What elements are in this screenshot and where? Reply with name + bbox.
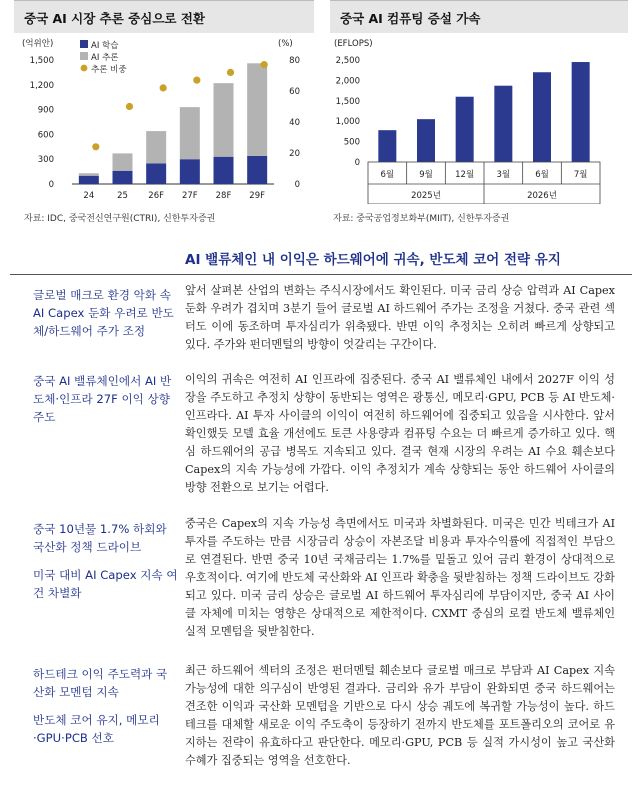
bar-train <box>146 163 166 184</box>
y-tick-label: 900 <box>37 105 54 116</box>
x-tick-label: 24 <box>83 191 95 201</box>
share-point <box>126 103 133 110</box>
y2-tick-label: 60 <box>289 87 300 97</box>
y-tick-label: 0 <box>354 158 360 168</box>
paragraph-2: 이익의 귀속은 여전히 AI 인프라에 집중된다. 중국 AI 밸류체인 내에서 2027F 이익 성장을 주도하고 추정치 상향이 동반되는 영역은 광통신, 메모리·GPU, PCB 등 AI 반도체·인프라다. AI 투자 사이클의 이익이 여전히 하드웨어에 집중되고 있음을 시사한다. 앞서 확인했듯 모델 효율 개선에도 토큰 사용량과 컴퓨팅 수요는 더 빠르게 증가하고 있다. 핵심 하드웨어의 공급 병목도 지속되고 있다. 결국 현재 시장의 우려는 AI 수요 훼손보다 Capex의 지속 가능성에 가깝다. 이익 추정치가 계속 상향되는 동안 하드웨어 사이클의 방향 전환으로 보기는 어렵다. <box>185 373 615 494</box>
side-note-text: 반도체 코어 유지, 메모리·GPU·PCB 선호 <box>33 713 160 745</box>
y2-tick-label: 40 <box>289 118 300 128</box>
side-note-text: 하드테크 이익 주도력과 국산화 모멘텀 지속 <box>33 667 168 699</box>
bar-train <box>247 156 267 184</box>
x-tick-label: 29F <box>249 191 266 201</box>
y-tick-label: 2,000 <box>335 76 360 87</box>
y-tick-label: 600 <box>37 130 54 141</box>
x-group-label: 2025년 <box>411 191 441 201</box>
bar-train <box>113 171 133 184</box>
chart2-plot <box>330 34 628 204</box>
x-tick-label: 28F <box>215 191 232 201</box>
x-tick-label: 9월 <box>419 170 433 180</box>
bar-inference <box>180 107 200 159</box>
bar-train <box>214 157 234 184</box>
legend-label-inference: AI 추론 <box>91 53 119 63</box>
chart1-source: 자료: IDC, 중국전신연구원(CTRI), 신한투자증권 <box>24 214 216 224</box>
paragraph-3: 중국은 Capex의 지속 가능성 측면에서도 미국과 차별화된다. 미국은 민간 빅테크가 AI 투자를 주도하는 만큼 시장금리 상승이 자본조달 비용과 투자수익률에 직접적인 부담으로 연결된다. 반면 중국 10년 국채금리는 1.7%를 밑돌고 있어 금리 환경이 상대적으로 우호적이다. 여기에 반도체 국산화와 AI 인프라 확충을 뒷받침하는 정책 드라이브도 강화되고 있다. 미국 금리 상승은 글로벌 AI 하드웨어 투자심리에 부담이지만, 중국 AI 사이클 자체에 미치는 영향은 상대적으로 제한적이다. CXMT 중심의 로컬 반도체 밸류체인 실적 모멘텀을 뒷받침한다. <box>185 517 615 638</box>
bar <box>456 97 474 162</box>
legend-label-share: 추론 비중 <box>91 65 127 75</box>
title-divider <box>10 274 632 275</box>
y2-axis-label: (%) <box>278 39 293 49</box>
x-tick-label: 7월 <box>573 170 588 180</box>
chart-title: 중국 AI 시장 추론 중심으로 전환 <box>24 11 205 26</box>
side-note-3 <box>33 520 178 602</box>
bar <box>494 86 512 162</box>
legend-swatch-share <box>81 65 88 72</box>
y-tick-label: 500 <box>343 137 360 148</box>
share-point <box>261 61 268 68</box>
legend-swatch-train <box>80 40 88 48</box>
article-title: AI 밸류체인 내 이익은 하드웨어에 귀속, 반도체 코어 전략 유지 <box>185 252 561 268</box>
side-note-text: 글로벌 매크로 환경 악화 속 AI Capex 둔화 우려로 반도체/하드웨어 주가 조정 <box>33 288 174 338</box>
bar-inference <box>146 131 166 163</box>
chart-title-bar <box>14 0 314 33</box>
bar-inference <box>214 83 234 157</box>
bar <box>572 62 590 162</box>
y-axis-label: (억위안) <box>22 39 54 49</box>
x-tick-label: 3월 <box>496 170 511 180</box>
x-tick-label: 26F <box>148 191 165 201</box>
chart-right <box>330 0 628 230</box>
bar-inference <box>79 173 99 175</box>
chart-title-bar <box>330 0 628 33</box>
chart-left <box>14 0 314 230</box>
side-note-text: 중국 AI 밸류체인에서 AI 반도체·인프라 27F 이익 상향 주도 <box>33 374 172 424</box>
chart-title: 중국 AI 컴퓨팅 증설 가속 <box>340 11 481 26</box>
bar-train <box>79 176 99 184</box>
y-tick-label: 1,200 <box>29 80 54 91</box>
share-point <box>193 77 200 84</box>
chart1-plot <box>14 34 314 204</box>
x-tick-label: 27F <box>181 191 198 201</box>
legend-label-train: AI 학습 <box>91 41 119 51</box>
x-tick-label: 6월 <box>380 170 395 180</box>
share-point <box>160 84 167 91</box>
x-tick-label: 6월 <box>535 170 549 180</box>
paragraph-4: 최근 하드웨어 섹터의 조정은 펀더멘털 훼손보다 글로벌 매크로 부담과 AI Capex 지속 가능성에 대한 의구심이 반영된 결과다. 금리와 유가 부담이 완화되면 중국 하드웨어는 견조한 이익과 국산화 모멘텀을 기반으로 다시 상승 궤도에 복귀할 가능성이 높다. 하드테크를 대체할 새로운 이익 주도축이 등장하기 전까지 반도체를 포트폴리오의 코어로 유지하는 전략이 유효하다고 판단한다. 메모리·GPU, PCB 등 실적 가시성이 높고 국산화 수혜가 집중되는 영역을 선호한다. <box>185 664 615 767</box>
y-axis-label: (EFLOPS) <box>334 39 373 49</box>
share-point <box>92 143 99 150</box>
share-point <box>227 69 234 76</box>
y2-tick-label: 0 <box>294 180 300 190</box>
paragraph-1: 앞서 살펴본 산업의 변화는 주식시장에서도 확인된다. 미국 금리 상승 압력과 AI Capex 둔화 우려가 겹치며 3분기 들어 글로벌 AI 하드웨어 주가는 조정을 거쳤다. 중국 관련 섹터도 이에 동조하며 투자심리가 위축됐다. 반면 이익 추정치는 오히려 빠르게 상향되고 있다. 주가와 펀더멘털의 방향이 엇갈리는 구간이다. <box>185 284 615 351</box>
side-note-2 <box>33 372 178 426</box>
y-tick-label: 1,500 <box>29 56 54 66</box>
y-tick-label: 0 <box>48 180 54 190</box>
bar <box>533 72 551 162</box>
x-group-label: 2026년 <box>527 191 557 201</box>
side-note-text: 중국 10년물 1.7% 하회와 국산화 정책 드라이브 <box>33 522 167 554</box>
bar-train <box>180 159 200 184</box>
bar <box>417 119 435 162</box>
y2-tick-label: 20 <box>289 149 300 159</box>
y2-tick-label: 80 <box>289 56 300 66</box>
side-note-text: 미국 대비 AI Capex 지속 여건 차별화 <box>33 568 178 600</box>
y-tick-label: 300 <box>37 155 54 166</box>
bar-inference <box>113 153 133 170</box>
legend-swatch-inference <box>80 52 88 60</box>
y-tick-label: 1,500 <box>335 96 360 107</box>
bar <box>378 130 396 162</box>
side-note-4 <box>33 665 178 747</box>
chart2-source: 자료: 중국공업정보화부(MIIT), 신한투자증권 <box>333 214 510 224</box>
x-tick-label: 25 <box>117 191 128 201</box>
y-tick-label: 2,500 <box>335 56 360 66</box>
x-tick-label: 12월 <box>455 170 475 180</box>
side-note-1 <box>33 286 178 340</box>
y-tick-label: 1,000 <box>335 117 360 128</box>
bar-inference <box>247 63 267 156</box>
